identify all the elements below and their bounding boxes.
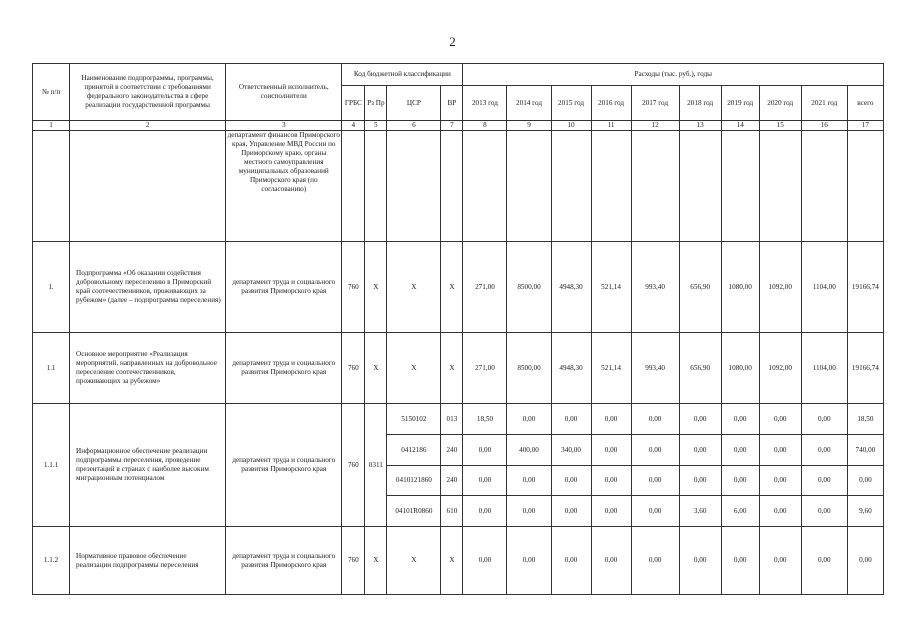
value-cell: 0,00 (551, 466, 591, 496)
csr-cell: X (387, 333, 441, 404)
header-year: 2019 год (721, 86, 759, 121)
index-cell: 6 (387, 121, 441, 131)
value-cell: 271,00 (463, 333, 507, 404)
header-year: 2017 год (631, 86, 679, 121)
value-cell: 0,00 (507, 404, 551, 435)
value-cell: 0,00 (463, 435, 507, 466)
header-rzpr: Рз Пр (365, 86, 387, 121)
value-cell: 0,00 (759, 404, 801, 435)
header-year: 2021 год (801, 86, 847, 121)
value-cell: 0,00 (463, 527, 507, 595)
value-cell: 271,00 (463, 242, 507, 333)
value-cell: 1104,00 (801, 333, 847, 404)
csr-cell: 0410121860 (387, 466, 441, 496)
total-cell: 19166,74 (847, 333, 883, 404)
header-year: 2016 год (591, 86, 631, 121)
value-cell: 0,00 (721, 404, 759, 435)
value-cell: 0,00 (591, 527, 631, 595)
row-number: 1.1 (33, 333, 70, 404)
value-cell: 0,00 (463, 466, 507, 496)
value-cell: 0,00 (721, 435, 759, 466)
value-cell: 656,90 (679, 333, 721, 404)
value-cell: 0,00 (463, 496, 507, 527)
index-cell: 13 (679, 121, 721, 131)
header-row-1 (33, 64, 884, 86)
rzpr-cell: X (365, 242, 387, 333)
value-cell: 8500,00 (507, 242, 551, 333)
value-cell: 0,00 (631, 435, 679, 466)
responsible-cell: департамент труда и социального развития Приморского края (226, 527, 342, 595)
value-cell: 0,00 (801, 496, 847, 527)
header-num: № п/п (33, 64, 70, 121)
header-responsible: Ответственный исполнитель, соисполнители (226, 64, 342, 121)
value-cell: 0,00 (507, 527, 551, 595)
value-cell: 18,50 (463, 404, 507, 435)
budget-table (32, 63, 884, 595)
responsible-cell: департамент труда и социального развития Приморского края (226, 333, 342, 404)
value-cell: 0,00 (591, 404, 631, 435)
value-cell: 1092,00 (759, 333, 801, 404)
header-year: 2015 год (551, 86, 591, 121)
index-cell: 1 (33, 121, 70, 131)
header-vr: ВР (441, 86, 463, 121)
row-number: 1. (33, 242, 70, 333)
vr-cell: 013 (441, 404, 463, 435)
index-cell: 14 (721, 121, 759, 131)
row-name: Подпрограмма «Об оказании содействия добровольному переселению в Приморский край соотечественников, проживающих за рубежом» (далее – подпрограмма переселения) (70, 242, 226, 333)
index-cell: 11 (591, 121, 631, 131)
index-cell: 10 (551, 121, 591, 131)
value-cell: 993,40 (631, 242, 679, 333)
value-cell: 0,00 (551, 527, 591, 595)
header-year: 2018 год (679, 86, 721, 121)
value-cell: 1104,00 (801, 242, 847, 333)
value-cell: 1080,00 (721, 242, 759, 333)
header-csr: ЦСР (387, 86, 441, 121)
responsible-cell: департамент труда и социального развития Приморского края (226, 404, 342, 527)
row-name: Основное мероприятие «Реализация мероприятий, направленных на добровольное переселение соотечественников, проживающих за рубежом» (70, 333, 226, 404)
index-cell: 3 (226, 121, 342, 131)
header-name: Наименование подпрограммы, программы, принятой в соответствии с требованиями федерального законодательства в сфере реализации государственной программы (70, 64, 226, 121)
value-cell: 8500,00 (507, 333, 551, 404)
csr-cell: X (387, 527, 441, 595)
value-cell: 0,00 (679, 527, 721, 595)
rzpr-cell: X (365, 333, 387, 404)
row-name: Информационное обеспечение реализации подпрограммы переселения, проведение презентаций в странах с наиболее высоким миграционным потенциалом (70, 404, 226, 527)
vr-cell: 610 (441, 496, 463, 527)
value-cell: 0,00 (591, 466, 631, 496)
value-cell: 1092,00 (759, 242, 801, 333)
value-cell: 0,00 (551, 496, 591, 527)
header-year: 2020 год (759, 86, 801, 121)
grbs-cell: 760 (342, 404, 365, 527)
rzpr-cell: 0311 (365, 404, 387, 527)
index-cell: 4 (342, 121, 365, 131)
header-year: 2013 год (463, 86, 507, 121)
index-cell: 15 (759, 121, 801, 131)
value-cell: 0,00 (679, 404, 721, 435)
index-cell: 2 (70, 121, 226, 131)
table-row (33, 242, 884, 333)
grbs-cell: 760 (342, 333, 365, 404)
value-cell: 6,00 (721, 496, 759, 527)
total-cell: 0,00 (847, 466, 883, 496)
continuation-row (33, 131, 884, 242)
value-cell: 4948,30 (551, 242, 591, 333)
index-cell: 12 (631, 121, 679, 131)
index-cell: 5 (365, 121, 387, 131)
value-cell: 0,00 (801, 527, 847, 595)
value-cell: 0,00 (591, 496, 631, 527)
value-cell: 0,00 (801, 435, 847, 466)
total-cell: 740,00 (847, 435, 883, 466)
header-expenses: Расходы (тыс. руб.), годы (463, 64, 884, 86)
index-cell: 17 (847, 121, 883, 131)
csr-cell: 0412186 (387, 435, 441, 466)
total-cell: 9,60 (847, 496, 883, 527)
value-cell: 0,00 (759, 435, 801, 466)
value-cell: 400,00 (507, 435, 551, 466)
value-cell: 0,00 (759, 466, 801, 496)
value-cell: 656,90 (679, 242, 721, 333)
value-cell: 0,00 (759, 527, 801, 595)
rzpr-cell: X (365, 527, 387, 595)
page-number: 2 (449, 34, 456, 49)
header-grbs: ГРБС (342, 86, 365, 121)
responsible-cell: департамент труда и социального развития Приморского края (226, 242, 342, 333)
value-cell: 0,00 (631, 404, 679, 435)
value-cell: 993,40 (631, 333, 679, 404)
value-cell: 0,00 (631, 527, 679, 595)
grbs-cell: 760 (342, 242, 365, 333)
value-cell: 0,00 (801, 466, 847, 496)
vr-cell: X (441, 333, 463, 404)
index-row (33, 121, 884, 131)
csr-cell: 5150102 (387, 404, 441, 435)
row-name: Нормативное правовое обеспечение реализации подпрограммы переселения (70, 527, 226, 595)
value-cell: 4948,30 (551, 333, 591, 404)
value-cell: 0,00 (591, 435, 631, 466)
header-year: 2014 год (507, 86, 551, 121)
vr-cell: 240 (441, 435, 463, 466)
value-cell: 0,00 (631, 496, 679, 527)
total-cell: 18,50 (847, 404, 883, 435)
value-cell: 0,00 (759, 496, 801, 527)
csr-cell: 04101R0860 (387, 496, 441, 527)
vr-cell: X (441, 242, 463, 333)
value-cell: 3,60 (679, 496, 721, 527)
value-cell: 521,14 (591, 333, 631, 404)
total-cell: 0,00 (847, 527, 883, 595)
value-cell: 0,00 (679, 466, 721, 496)
row-number: 1.1.1 (33, 404, 70, 527)
vr-cell: 240 (441, 466, 463, 496)
value-cell: 0,00 (551, 404, 591, 435)
table-row (33, 404, 884, 435)
total-cell: 19166,74 (847, 242, 883, 333)
value-cell: 0,00 (721, 527, 759, 595)
row-number: 1.1.2 (33, 527, 70, 595)
index-cell: 16 (801, 121, 847, 131)
value-cell: 521,14 (591, 242, 631, 333)
value-cell: 0,00 (507, 496, 551, 527)
responsible-cell: департамент финансов Приморского края, Управление МВД России по Приморскому краю, органы местного самоуправления муниципальных образований Приморского края (по согласованию) (226, 131, 342, 242)
value-cell: 0,00 (679, 435, 721, 466)
value-cell: 0,00 (507, 466, 551, 496)
value-cell: 0,00 (721, 466, 759, 496)
header-total: всего (847, 86, 883, 121)
header-kbk: Код бюджетной классификации (342, 64, 463, 86)
table-row (33, 527, 884, 595)
value-cell: 1080,00 (721, 333, 759, 404)
value-cell: 0,00 (801, 404, 847, 435)
index-cell: 8 (463, 121, 507, 131)
vr-cell: X (441, 527, 463, 595)
value-cell: 0,00 (631, 466, 679, 496)
index-cell: 7 (441, 121, 463, 131)
table-row (33, 333, 884, 404)
index-cell: 9 (507, 121, 551, 131)
csr-cell: X (387, 242, 441, 333)
grbs-cell: 760 (342, 527, 365, 595)
value-cell: 340,00 (551, 435, 591, 466)
